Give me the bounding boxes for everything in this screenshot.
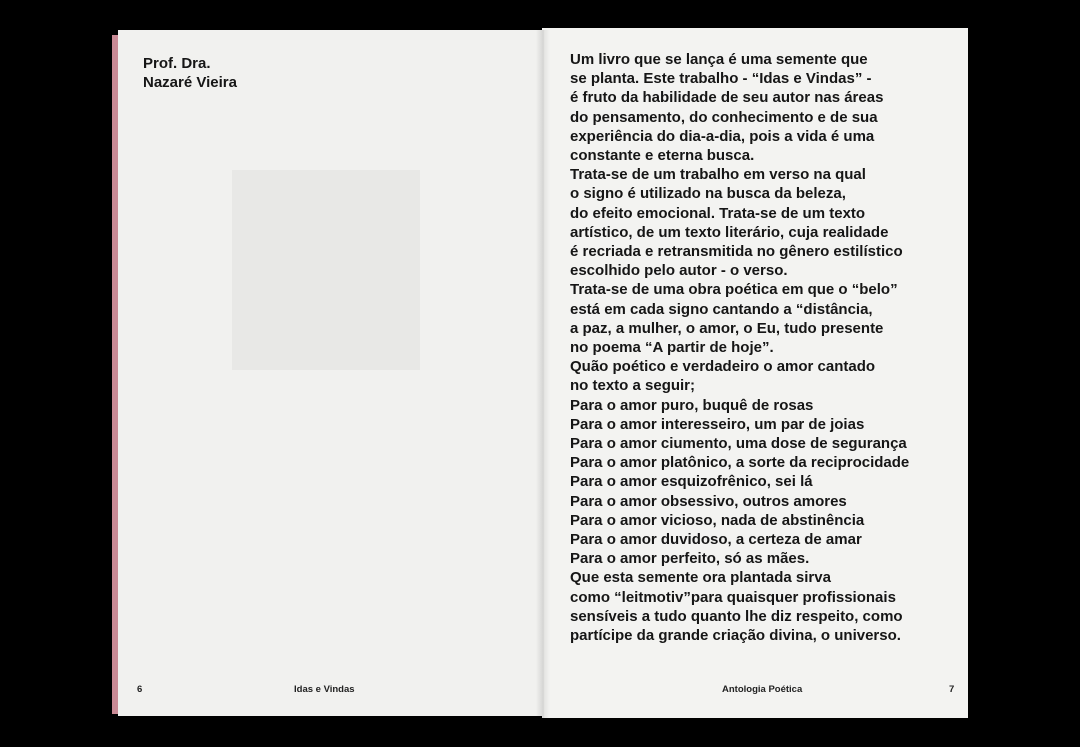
text-line: está em cada signo cantando a “distância, — [570, 300, 873, 318]
text-line: é recriada e retransmitida no gênero estilístico — [570, 243, 903, 261]
text-line: partícipe da grande criação divina, o universo. — [570, 627, 901, 645]
text-line: Para o amor duvidoso, a certeza de amar — [570, 531, 862, 549]
text-line: Que esta semente ora plantada sirva — [570, 569, 831, 587]
text-line: Para o amor platônico, a sorte da reciprocidade — [570, 454, 910, 472]
text-line: Para o amor interesseiro, um par de joias — [570, 415, 865, 433]
left-page-number: 6 — [137, 684, 143, 695]
left-running-title: Idas e Vindas — [294, 684, 355, 695]
text-line: sensíveis a tudo quanto lhe diz respeito, como — [570, 607, 903, 625]
right-page-number: 7 — [949, 684, 955, 695]
text-line: se planta. Este trabalho - “Idas e Vindas” - — [570, 70, 872, 88]
author-title: Prof. Dra. — [143, 55, 211, 72]
text-line: Trata-se de uma obra poética em que o “belo” — [570, 281, 898, 299]
text-line: Quão poético e verdadeiro o amor cantado — [570, 358, 876, 376]
author-name — [143, 54, 237, 92]
text-line: no texto a seguir; — [570, 377, 696, 395]
text-line: do efeito emocional. Trata-se de um texto — [570, 204, 866, 222]
text-line: Trata-se de um trabalho em verso na qual — [570, 166, 866, 184]
text-line: Para o amor vicioso, nada de abstinência — [570, 511, 865, 529]
text-line: Para o amor ciumento, uma dose de segurança — [570, 435, 907, 453]
text-line: artístico, de um texto literário, cuja realidade — [570, 223, 889, 241]
preface-text — [570, 50, 962, 645]
text-line: experiência do dia-a-dia, pois a vida é uma — [570, 127, 875, 145]
left-page — [118, 30, 542, 716]
text-line: o signo é utilizado na busca da beleza, — [570, 185, 846, 203]
text-line: escolhido pelo autor - o verso. — [570, 262, 788, 280]
text-line: no poema “A partir de hoje”. — [570, 339, 774, 357]
text-line: Um livro que se lança é uma semente que — [570, 51, 868, 68]
text-line: é fruto da habilidade de seu autor nas áreas — [570, 89, 884, 107]
book-gutter — [536, 30, 550, 718]
author-full-name: Nazaré Vieira — [143, 74, 237, 91]
text-line: Para o amor puro, buquê de rosas — [570, 396, 814, 414]
text-line: a paz, a mulher, o amor, o Eu, tudo presente — [570, 319, 884, 337]
text-line: Para o amor perfeito, só as mães. — [570, 550, 810, 568]
text-line: do pensamento, do conhecimento e de sua — [570, 108, 878, 126]
show-through-image — [232, 170, 420, 370]
text-line: Para o amor obsessivo, outros amores — [570, 492, 847, 510]
text-line: Para o amor esquizofrênico, sei lá — [570, 473, 813, 491]
text-line: constante e eterna busca. — [570, 147, 755, 165]
right-running-title: Antologia Poética — [722, 684, 803, 695]
text-line: como “leitmotiv”para quaisquer profissionais — [570, 588, 896, 606]
